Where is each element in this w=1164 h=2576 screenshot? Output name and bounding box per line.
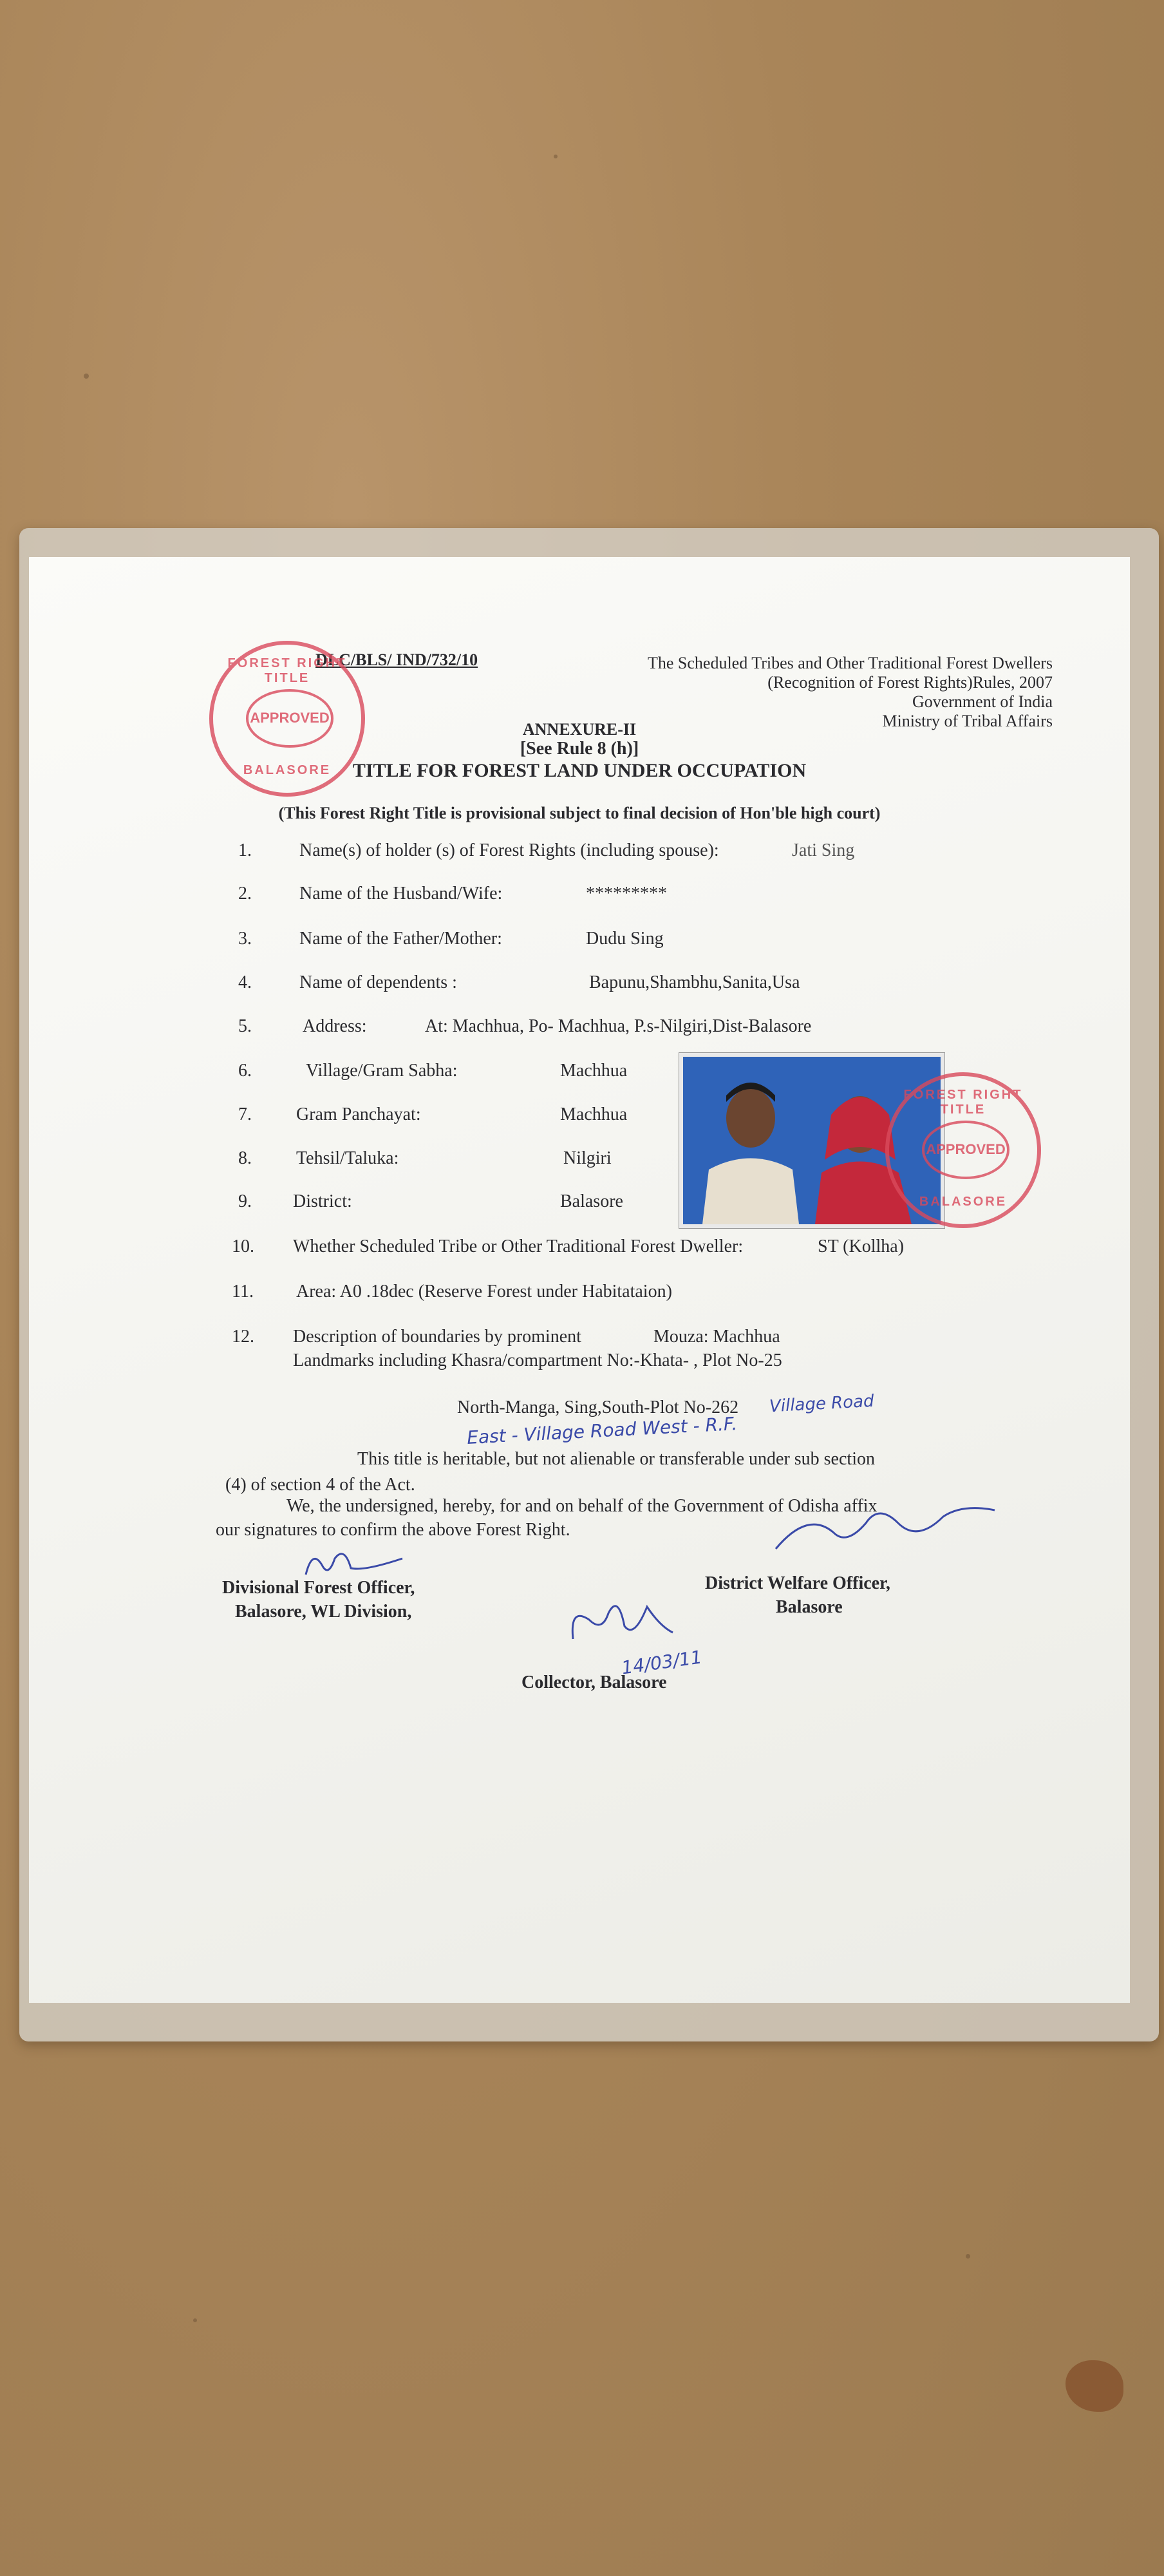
field-number: 4. [238, 972, 252, 992]
field-number: 10. [232, 1236, 254, 1256]
pebble [1065, 2360, 1123, 2412]
stamp-ring-text: BALASORE [919, 1195, 1008, 1209]
stamp-ring-text: BALASORE [243, 763, 332, 777]
reference-number: DLC/BLS/ IND/732/10 [315, 650, 478, 669]
field-label: Area: A0 .18dec (Reserve Forest under Habitataion) [296, 1282, 672, 1302]
stamp-ring-text: FOREST RIGHT TITLE [903, 1088, 1023, 1117]
field-value: Mouza: Machhua [653, 1327, 780, 1347]
field-value: Dudu Sing [586, 929, 664, 949]
field-value: ST (Kollha) [818, 1236, 905, 1256]
field-label: Description of boundaries by prominent [293, 1327, 581, 1347]
dwo-signature [769, 1497, 1001, 1562]
dfo-title: Divisional Forest Officer, [222, 1578, 415, 1598]
collector-signature [563, 1587, 679, 1658]
field-label: Name(s) of holder (s) of Forest Rights (including spouse): [299, 840, 719, 860]
field-value: Machhua [560, 1061, 628, 1081]
dfo-division: Balasore, WL Division, [235, 1602, 412, 1622]
field-label: Name of the Husband/Wife: [299, 884, 503, 904]
field-number: 2. [238, 884, 252, 904]
field-number: 11. [232, 1282, 254, 1302]
ground-speck [193, 2318, 197, 2322]
heritable-text: This title is heritable, but not alienable or transferable under sub section [357, 1449, 875, 1469]
forest-right-title-document [29, 557, 1130, 2003]
provisional-note: (This Forest Right Title is provisional subject to final decision of Hon'ble high court) [278, 804, 881, 822]
dwo-title: District Welfare Officer, [705, 1573, 890, 1593]
ground-speck [966, 2254, 970, 2259]
field-number: 8. [238, 1148, 252, 1168]
field-number: 6. [238, 1061, 252, 1081]
field-label: District: [293, 1191, 352, 1211]
stamp-ring-text: FOREST RIGHT TITLE [227, 656, 347, 686]
stamp-center-text: APPROVED [922, 1121, 1010, 1179]
undersigned-text: We, the undersigned, hereby, for and on behalf of the Government of Odisha affix [286, 1496, 878, 1516]
handwritten-date: 14/03/11 [620, 1646, 704, 1679]
page-title: TITLE FOR FOREST LAND UNDER OCCUPATION [352, 760, 807, 781]
field-value: Bapunu,Shambhu,Sanita,Usa [589, 972, 800, 992]
field-value: Nilgiri [563, 1148, 612, 1168]
field-label: Name of dependents : [299, 972, 457, 992]
field-value: Machhua [560, 1104, 628, 1124]
field-value: Balasore [560, 1191, 623, 1211]
act-line: The Scheduled Tribes and Other Traditional Forest Dwellers [648, 654, 1053, 672]
landmarks-line: Landmarks including Khasra/compartment No:-Khata- , Plot No-25 [293, 1350, 782, 1370]
handwritten-boundary: Village Road [769, 1391, 875, 1417]
field-label: Gram Panchayat: [296, 1104, 421, 1124]
rule-label: [See Rule 8 (h)] [520, 739, 639, 759]
act-reference [648, 654, 1053, 731]
field-number: 9. [238, 1191, 252, 1211]
field-value: Jati Sing [792, 840, 855, 860]
field-label: Tehsil/Taluka: [296, 1148, 399, 1168]
field-number: 5. [238, 1016, 252, 1036]
field-label: Address: [303, 1016, 367, 1036]
act-line: (Recognition of Forest Rights)Rules, 2007 [767, 673, 1053, 692]
field-number: 1. [238, 840, 252, 860]
field-number: 12. [232, 1327, 254, 1347]
heritable-text-cont: (4) of section 4 of the Act. [225, 1475, 415, 1495]
field-number: 3. [238, 929, 252, 949]
stamp-center-text: APPROVED [246, 689, 334, 748]
handwritten-boundary-line: East - Village Road West - R.F. [466, 1413, 738, 1448]
field-label: Whether Scheduled Tribe or Other Traditional Forest Dweller: [293, 1236, 744, 1256]
act-line: Government of India [912, 692, 1053, 711]
collector-title: Collector, Balasore [521, 1672, 667, 1692]
field-value: ********* [586, 884, 667, 904]
ground-speck [84, 374, 89, 379]
boundary-line: North-Manga, Sing,South-Plot No-262 [457, 1397, 739, 1417]
field-label: Name of the Father/Mother: [299, 929, 502, 949]
dwo-district: Balasore [776, 1597, 843, 1617]
act-line: Ministry of Tribal Affairs [882, 712, 1053, 730]
approved-stamp-photo [885, 1072, 1041, 1228]
field-number: 7. [238, 1104, 252, 1124]
field-value: At: Machhua, Po- Machhua, P.s-Nilgiri,Dist-Balasore [425, 1016, 812, 1036]
undersigned-text-cont: our signatures to confirm the above Forest Right. [216, 1520, 570, 1540]
annexure-label: ANNEXURE-II [522, 720, 637, 739]
field-label: Village/Gram Sabha: [306, 1061, 458, 1081]
ground-speck [554, 155, 558, 158]
